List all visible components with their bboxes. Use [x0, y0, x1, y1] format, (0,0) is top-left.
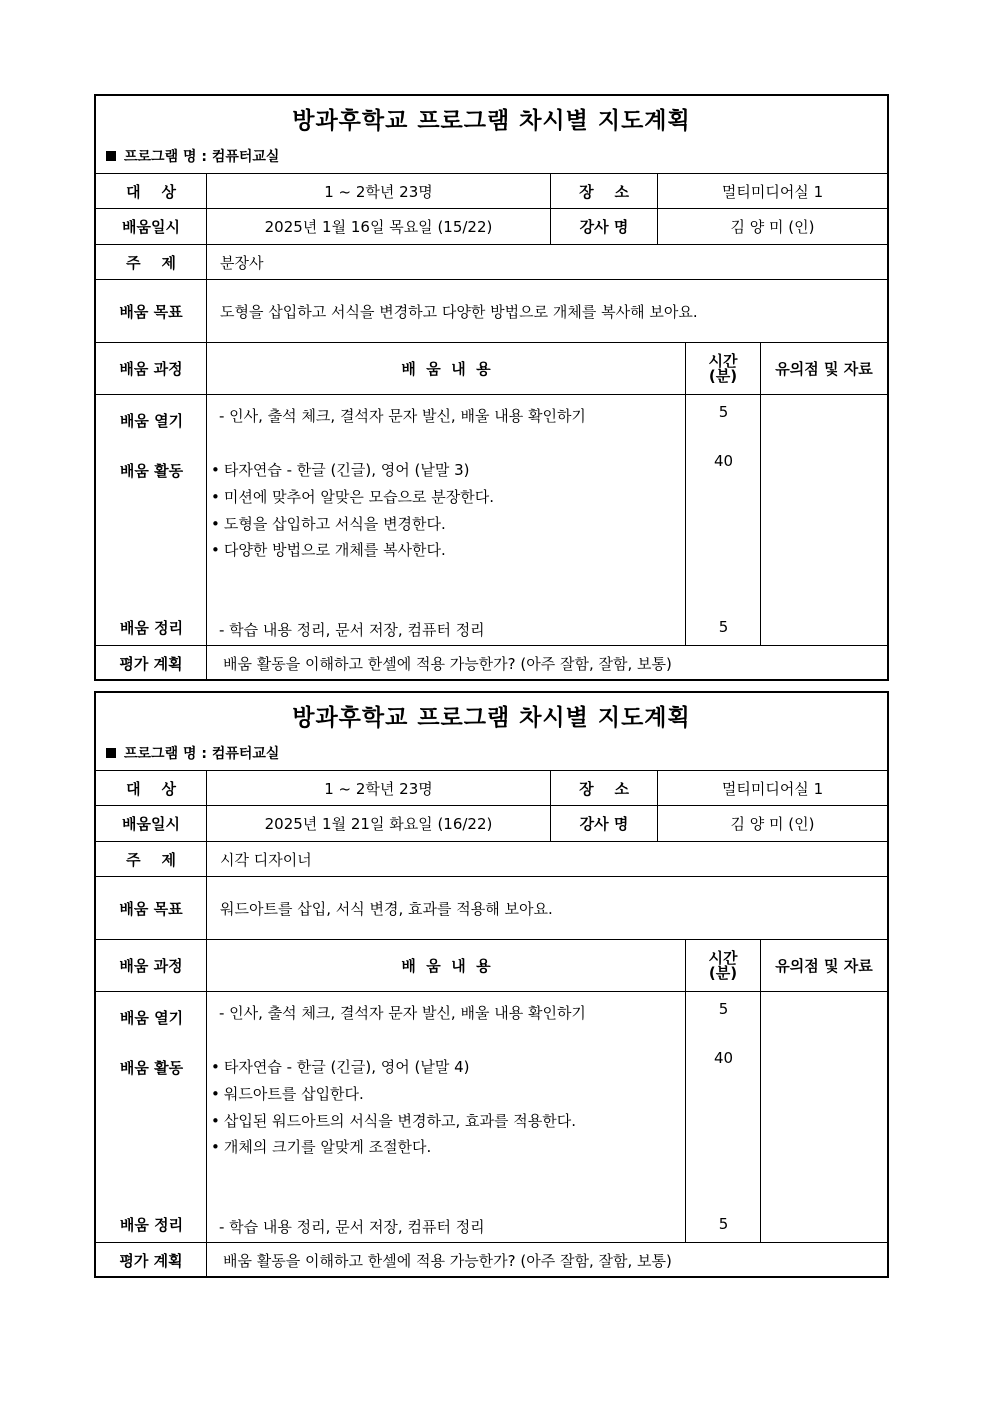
place-label: 장 소: [551, 174, 658, 208]
evaluation-value: 배움 활동을 이해하고 한셀에 적용 가능한가? (아주 잘함, 잘함, 보통): [223, 655, 672, 673]
topic-label: 주 제: [96, 842, 207, 876]
activity-item: • 삽입된 워드아트의 서식을 변경하고, 효과를 적용한다.: [211, 1110, 576, 1131]
date-value: 2025년 1월 21일 화요일 (16/22): [207, 806, 551, 841]
content-header: 배 움 내 용: [207, 940, 686, 991]
plan-header: [96, 693, 887, 771]
lesson-plan-1: [94, 94, 889, 681]
process-content-column: [207, 992, 686, 1242]
process-label: 배움 과정: [96, 343, 207, 394]
plan-header: [96, 96, 887, 174]
step-close-text: - 학습 내용 정리, 문서 저장, 컴퓨터 정리: [219, 621, 485, 639]
row-evaluation: [96, 646, 887, 681]
teacher-value: 김 양 미 (인): [730, 218, 815, 236]
row-date-teacher: [96, 806, 887, 842]
program-name-text: 프로그램 명 : 컴퓨터교실: [124, 746, 280, 762]
row-process-body: [96, 395, 887, 646]
step-close-time: 5: [718, 1215, 729, 1233]
plan-title: 방과후학교 프로그램 차시별 지도계획: [292, 704, 691, 731]
process-steps-column: [96, 395, 207, 645]
program-name: [106, 743, 279, 763]
topic-value: 분장사: [220, 253, 264, 272]
evaluation-label: 평가 계획: [96, 1243, 207, 1278]
activity-item: • 개체의 크기를 알맞게 조절한다.: [211, 1136, 431, 1157]
date-label: 배움일시: [96, 209, 207, 244]
step-activity-time: 40: [713, 1049, 734, 1067]
row-topic: [96, 842, 887, 877]
step-activity-label: 배움 활동: [119, 1059, 184, 1077]
activity-item: • 미션에 맞추어 알맞은 모습으로 분장한다.: [211, 486, 494, 507]
place-label: 장 소: [551, 771, 658, 805]
activity-item: • 워드아트를 삽입한다.: [211, 1083, 364, 1104]
row-process-header: [96, 940, 887, 992]
goal-label: 배움 목표: [96, 877, 207, 939]
plan-title: 방과후학교 프로그램 차시별 지도계획: [292, 107, 691, 134]
process-time-column: [686, 992, 761, 1242]
step-close-text: - 학습 내용 정리, 문서 저장, 컴퓨터 정리: [219, 1218, 485, 1236]
process-notes-column: [761, 395, 887, 645]
target-label: 대 상: [96, 771, 207, 805]
row-topic: [96, 245, 887, 280]
time-header: 시간 (분): [686, 940, 761, 991]
process-time-column: [686, 395, 761, 645]
teacher-label: 강사 명: [551, 209, 658, 244]
program-name: [106, 146, 279, 166]
teacher-value: 김 양 미 (인): [730, 815, 815, 833]
evaluation-value: 배움 활동을 이해하고 한셀에 적용 가능한가? (아주 잘함, 잘함, 보통): [223, 1252, 672, 1270]
teacher-label: 강사 명: [551, 806, 658, 841]
activity-item: • 다양한 방법으로 개체를 복사한다.: [211, 539, 446, 560]
process-label: 배움 과정: [96, 940, 207, 991]
notes-header: 유의점 및 자료: [775, 957, 873, 975]
goal-value: 도형을 삽입하고 서식을 변경하고 다양한 방법으로 개체를 복사해 보아요.: [220, 302, 698, 321]
step-open-time: 5: [718, 1000, 729, 1018]
step-close-time: 5: [718, 618, 729, 636]
goal-value: 워드아트를 삽입, 서식 변경, 효과를 적용해 보아요.: [220, 899, 553, 918]
row-goal: [96, 877, 887, 940]
activity-item: • 도형을 삽입하고 서식을 변경한다.: [211, 513, 446, 534]
topic-value: 시각 디자이너: [220, 850, 312, 869]
lesson-plan-2: [94, 691, 889, 1278]
square-bullet-icon: [106, 748, 116, 758]
row-goal: [96, 280, 887, 343]
notes-header: 유의점 및 자료: [775, 360, 873, 378]
content-header: 배 움 내 용: [207, 343, 686, 394]
activity-item: • 타자연습 - 한글 (긴글), 영어 (낱말 3): [211, 459, 469, 480]
step-activity-label: 배움 활동: [119, 462, 184, 480]
process-notes-column: [761, 992, 887, 1242]
step-open-text: - 인사, 출석 체크, 결석자 문자 발신, 배울 내용 확인하기: [219, 1004, 586, 1022]
target-value: 1 ~ 2학년 23명: [207, 174, 551, 208]
target-label: 대 상: [96, 174, 207, 208]
process-steps-column: [96, 992, 207, 1242]
step-open-label: 배움 열기: [119, 1009, 184, 1027]
goal-label: 배움 목표: [96, 280, 207, 342]
step-open-label: 배움 열기: [119, 412, 184, 430]
square-bullet-icon: [106, 151, 116, 161]
topic-label: 주 제: [96, 245, 207, 279]
process-content-column: [207, 395, 686, 645]
evaluation-label: 평가 계획: [96, 646, 207, 681]
row-process-body: [96, 992, 887, 1243]
place-value: 멀티미디어실 1: [721, 182, 824, 201]
row-date-teacher: [96, 209, 887, 245]
step-close-label: 배움 정리: [119, 619, 184, 637]
date-label: 배움일시: [96, 806, 207, 841]
time-header: 시간 (분): [686, 343, 761, 394]
row-evaluation: [96, 1243, 887, 1278]
program-name-text: 프로그램 명 : 컴퓨터교실: [124, 149, 280, 165]
row-target-place: [96, 771, 887, 806]
row-process-header: [96, 343, 887, 395]
target-value: 1 ~ 2학년 23명: [207, 771, 551, 805]
activity-item: • 타자연습 - 한글 (긴글), 영어 (낱말 4): [211, 1056, 469, 1077]
step-open-text: - 인사, 출석 체크, 결석자 문자 발신, 배울 내용 확인하기: [219, 407, 586, 425]
step-activity-time: 40: [713, 452, 734, 470]
step-open-time: 5: [718, 403, 729, 421]
place-value: 멀티미디어실 1: [721, 779, 824, 798]
date-value: 2025년 1월 16일 목요일 (15/22): [207, 209, 551, 244]
step-close-label: 배움 정리: [119, 1216, 184, 1234]
row-target-place: [96, 174, 887, 209]
